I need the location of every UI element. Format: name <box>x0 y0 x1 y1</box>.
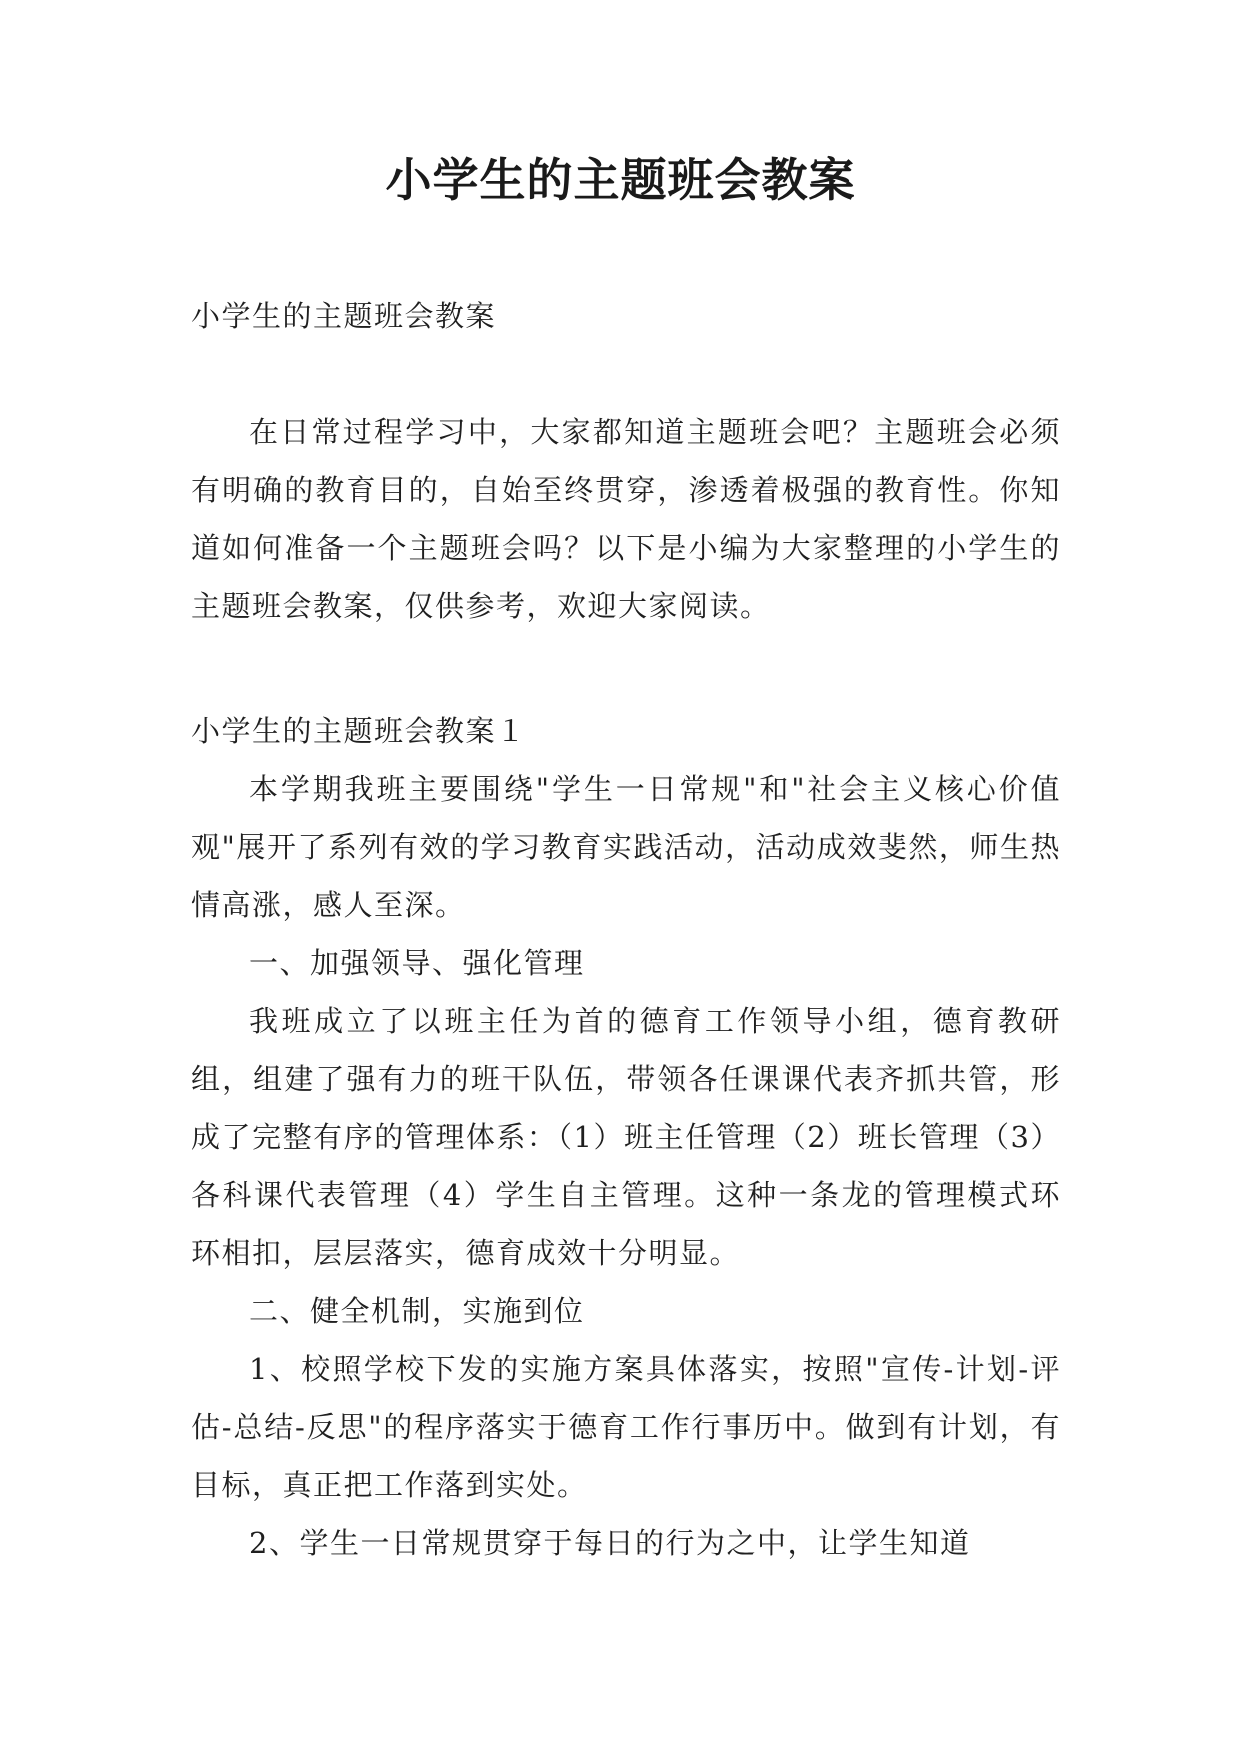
subheading-leadership: 一、加强领导、强化管理 <box>249 946 585 980</box>
paragraph-daily-routine: 2、学生一日常规贯穿于每日的行为之中，让学生知道 <box>249 1526 971 1560</box>
page-title: 小学生的主题班会教案 <box>385 153 856 207</box>
subheading-mechanism: 二、健全机制，实施到位 <box>249 1294 585 1328</box>
paragraph-plan: 1、校照学校下发的实施方案具体落实，按照"宣传-计划-评估-总结-反思"的程序落实于德育工作行事历中。做到有计划，有目标，真正把工作落到实处。 <box>191 1352 1061 1502</box>
intro-paragraph: 在日常过程学习中，大家都知道主题班会吧？主题班会必须有明确的教育目的，自始至终贯穿，渗透着极强的教育性。你知道如何准备一个主题班会吗？以下是小编为大家整理的小学生的主题班会教案，仅供参考，欢迎大家阅读。 <box>191 415 1061 623</box>
paragraph-summary: 本学期我班主要围绕"学生一日常规"和"社会主义核心价值观"展开了系列有效的学习教育实践活动，活动成效斐然，师生热情高涨，感人至深。 <box>191 772 1061 922</box>
paragraph-management: 我班成立了以班主任为首的德育工作领导小组，德育教研组，组建了强有力的班干队伍，带领各任课课代表齐抓共管，形成了完整有序的管理体系：（1）班主任管理（2）班长管理（3）各科课代表管理（4）学生自主管理。这种一条龙的管理模式环环相扣，层层落实，德育成效十分明显。 <box>191 1004 1061 1270</box>
section-heading: 小学生的主题班会教案１ <box>191 714 527 748</box>
section-1 <box>191 702 1061 1572</box>
document-subtitle: 小学生的主题班会教案 <box>191 299 497 333</box>
